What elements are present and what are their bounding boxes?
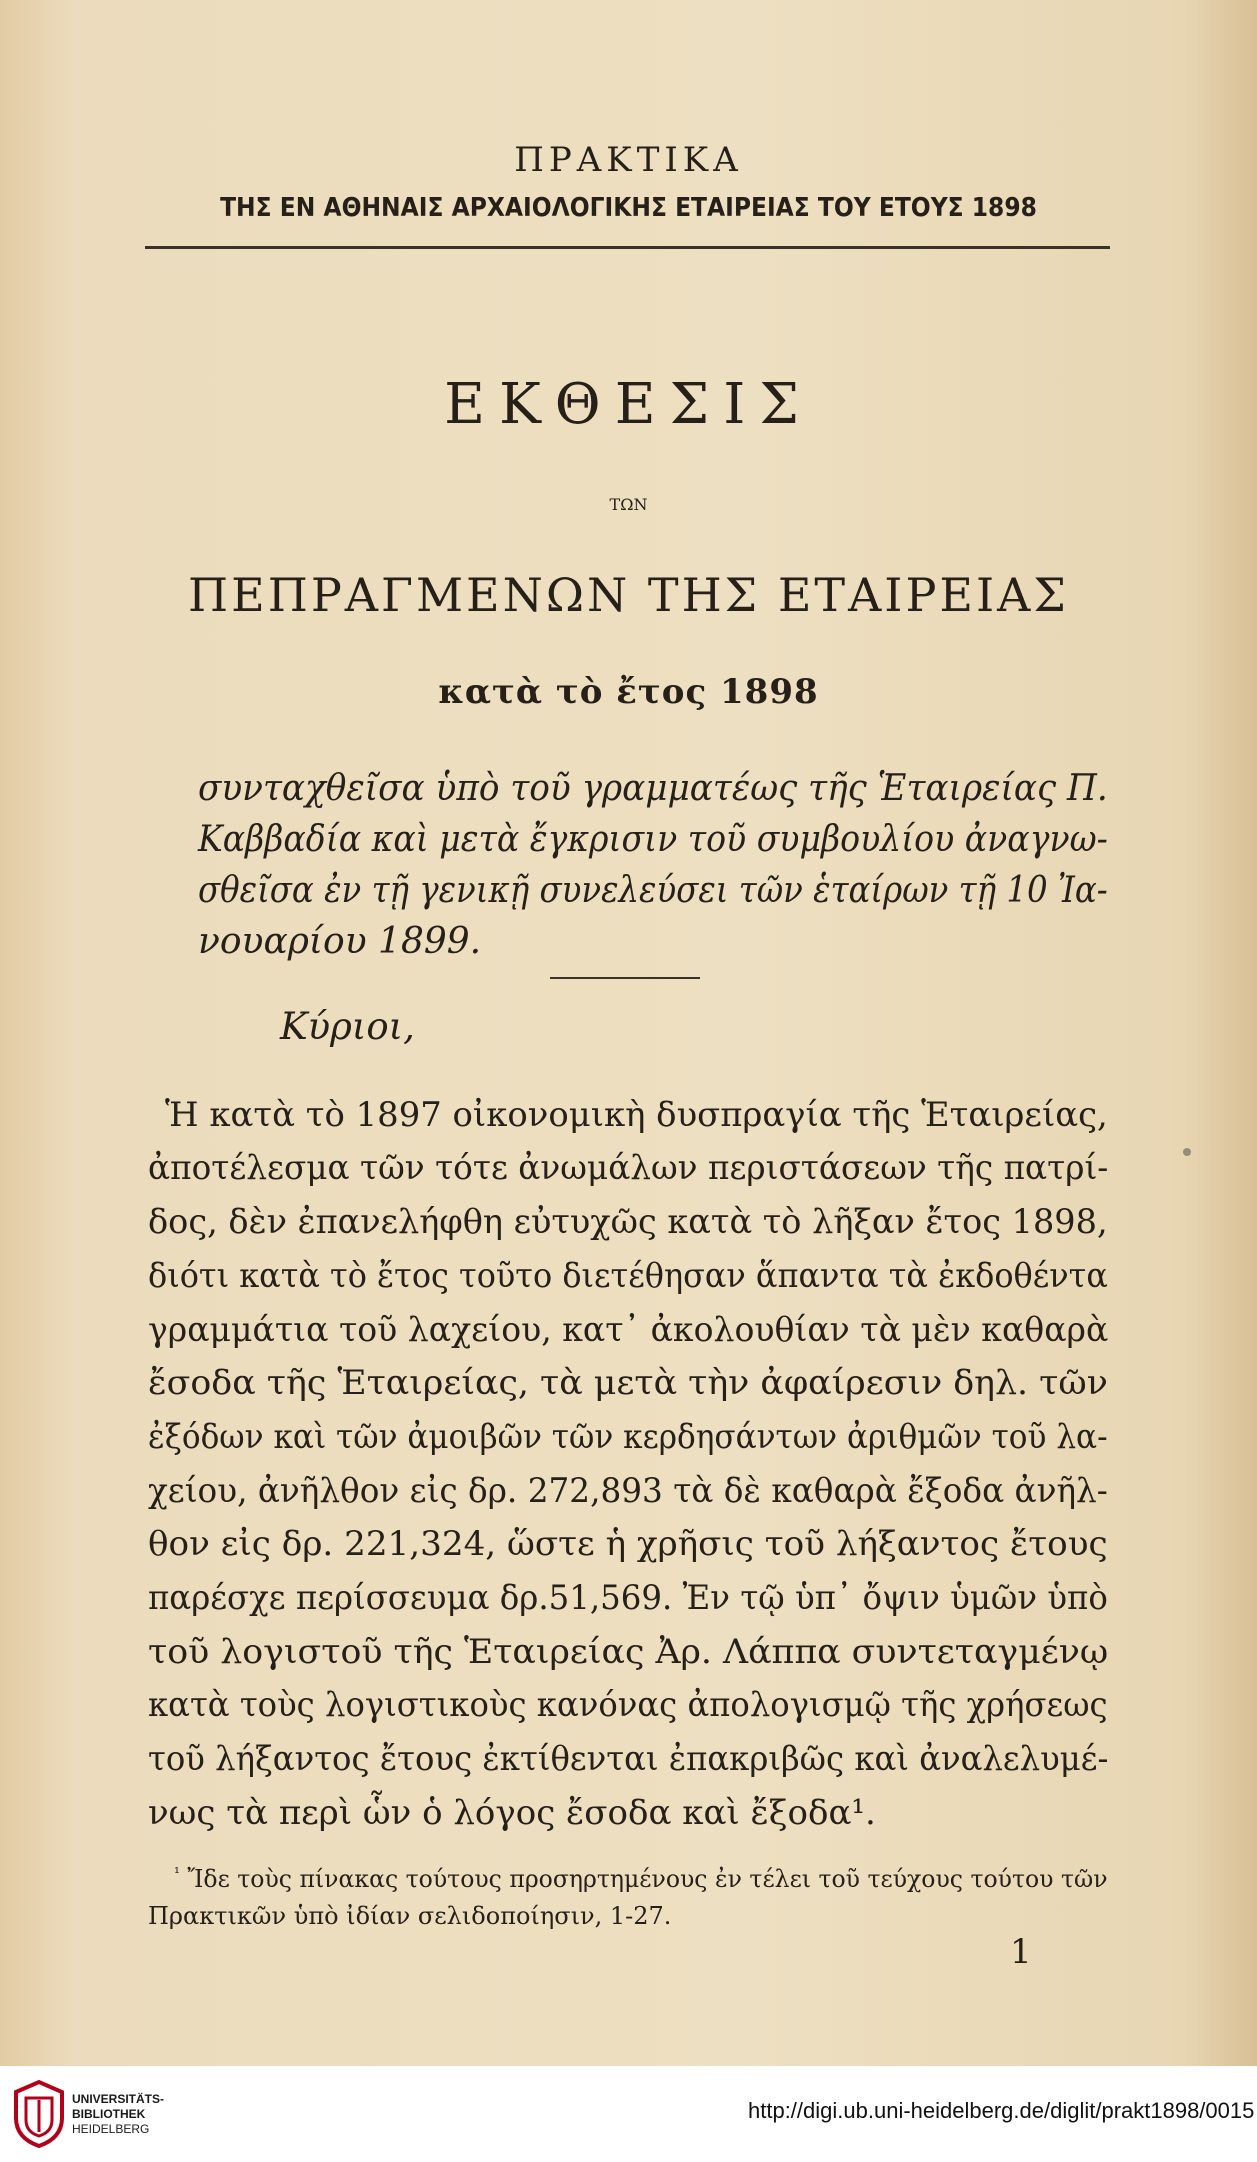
- report-dateline: κατὰ τὸ ἔτος 1898: [438, 672, 819, 712]
- header-rule: [145, 246, 1110, 249]
- section-divider: [550, 977, 700, 979]
- body-line: θον εἰς δρ. 221,324, ὥστε ἡ χρῆσις τοῦ λήξαντος ἔτους: [148, 1524, 1108, 1564]
- paper-blemish: [1183, 1148, 1191, 1156]
- page-number: 1: [1010, 1932, 1032, 1972]
- institution-line: UNIVERSITÄTS-: [72, 2092, 165, 2106]
- report-heading: ΕΚΘΕΣΙΣ: [444, 372, 813, 437]
- body-line: παρέσχε περίσσευμα δρ.51,569. Ἐν τῷ ὑπ᾿ ὄψιν ὑμῶν ὑπὸ: [148, 1578, 1108, 1618]
- body-line: νως τὰ περὶ ὧν ὁ λόγος ἔσοδα καὶ ἔξοδα¹.: [148, 1793, 876, 1833]
- body-line: ἐξόδων καὶ τῶν ἀμοιβῶν τῶν κερδησάντων ἀριθμῶν τοῦ λα-: [148, 1417, 1108, 1457]
- intro-line: νουαρίου 1899.: [198, 921, 482, 962]
- running-title: ΠΡΑΚΤΙΚΑ: [514, 140, 743, 180]
- institution-name: [72, 2092, 164, 2137]
- university-seal-icon: [12, 2078, 66, 2150]
- report-subheading: ΠΕΠΡΑΓΜΕΝΩΝ ΤΗΣ ΕΤΑΙΡΕΙΑΣ: [188, 568, 1069, 622]
- running-subtitle: ΤΗΣ ΕΝ ΑΘΗΝΑΙΣ ΑΡΧΑΙΟΛΟΓΙΚΗΣ ΕΤΑΙΡΕΙΑΣ ΤΟΥ ΕΤΟΥΣ 1898: [220, 193, 1037, 223]
- footnote-line: [174, 1864, 1108, 1893]
- intro-line: Καββαδία καὶ μετὰ ἔγκρισιν τοῦ συμβουλίου ἀναγνω-: [198, 819, 1108, 860]
- body-line: γραμμάτια τοῦ λαχείου, κατ᾿ ἀκολουθίαν τὰ μὲν καθαρὰ: [148, 1310, 1109, 1350]
- footnote-text: Ἴδε τοὺς πίνακας τούτους προσηρτημένους ἐν τέλει τοῦ τεύχους τούτου τῶν: [187, 1865, 1108, 1893]
- institution-line: HEIDELBERG: [72, 2122, 150, 2136]
- salutation: Κύριοι,: [280, 1005, 415, 1048]
- body-line: κατὰ τοὺς λογιστικοὺς κανόνας ἀπολογισμῷ τῆς χρήσεως: [148, 1685, 1108, 1725]
- footnote-marker: ¹: [174, 1864, 180, 1882]
- heading-connector: ΤΩΝ: [609, 495, 648, 514]
- intro-line: σθεῖσα ἐν τῇ γενικῇ συνελεύσει τῶν ἑταίρων τῇ 10 Ἰα-: [198, 870, 1108, 911]
- body-line: δος, δὲν ἐπανελήφθη εὐτυχῶς κατὰ τὸ λῆξαν ἔτος 1898,: [148, 1202, 1108, 1242]
- body-line: Ἡ κατὰ τὸ 1897 οἰκονομικὴ δυσπραγία τῆς Ἑταιρείας,: [165, 1095, 1108, 1135]
- body-line: ἀποτέλεσμα τῶν τότε ἀνωμάλων περιστάσεων τῆς πατρί-: [148, 1148, 1109, 1188]
- body-line: χείου, ἀνῆλθον εἰς δρ. 272,893 τὰ δὲ καθαρὰ ἔξοδα ἀνῆλ-: [148, 1471, 1108, 1511]
- source-url-link[interactable]: http://digi.ub.uni-heidelberg.de/diglit/prakt1898/0015: [748, 2098, 1255, 2123]
- digitization-footer: [0, 2066, 1257, 2162]
- intro-line: συνταχθεῖσα ὑπὸ τοῦ γραμματέως τῆς Ἑταιρείας Π.: [198, 768, 1108, 809]
- body-line: διότι κατὰ τὸ ἔτος τοῦτο διετέθησαν ἅπαντα τὰ ἐκδοθέντα: [148, 1256, 1108, 1296]
- body-line: ἔσοδα τῆς Ἑταιρείας, τὰ μετὰ τὴν ἀφαίρεσιν δηλ. τῶν: [148, 1363, 1108, 1403]
- body-line: τοῦ λογιστοῦ τῆς Ἑταιρείας Ἀρ. Λάππα συντεταγμένῳ: [148, 1632, 1109, 1672]
- institution-line: BIBLIOTHEK: [72, 2107, 146, 2121]
- footnote-line: Πρακτικῶν ὑπὸ ἰδίαν σελιδοποίησιν, 1-27.: [148, 1902, 672, 1930]
- body-line: τοῦ λήξαντος ἔτους ἐκτίθενται ἐπακριβῶς καὶ ἀναλελυμέ-: [148, 1739, 1109, 1779]
